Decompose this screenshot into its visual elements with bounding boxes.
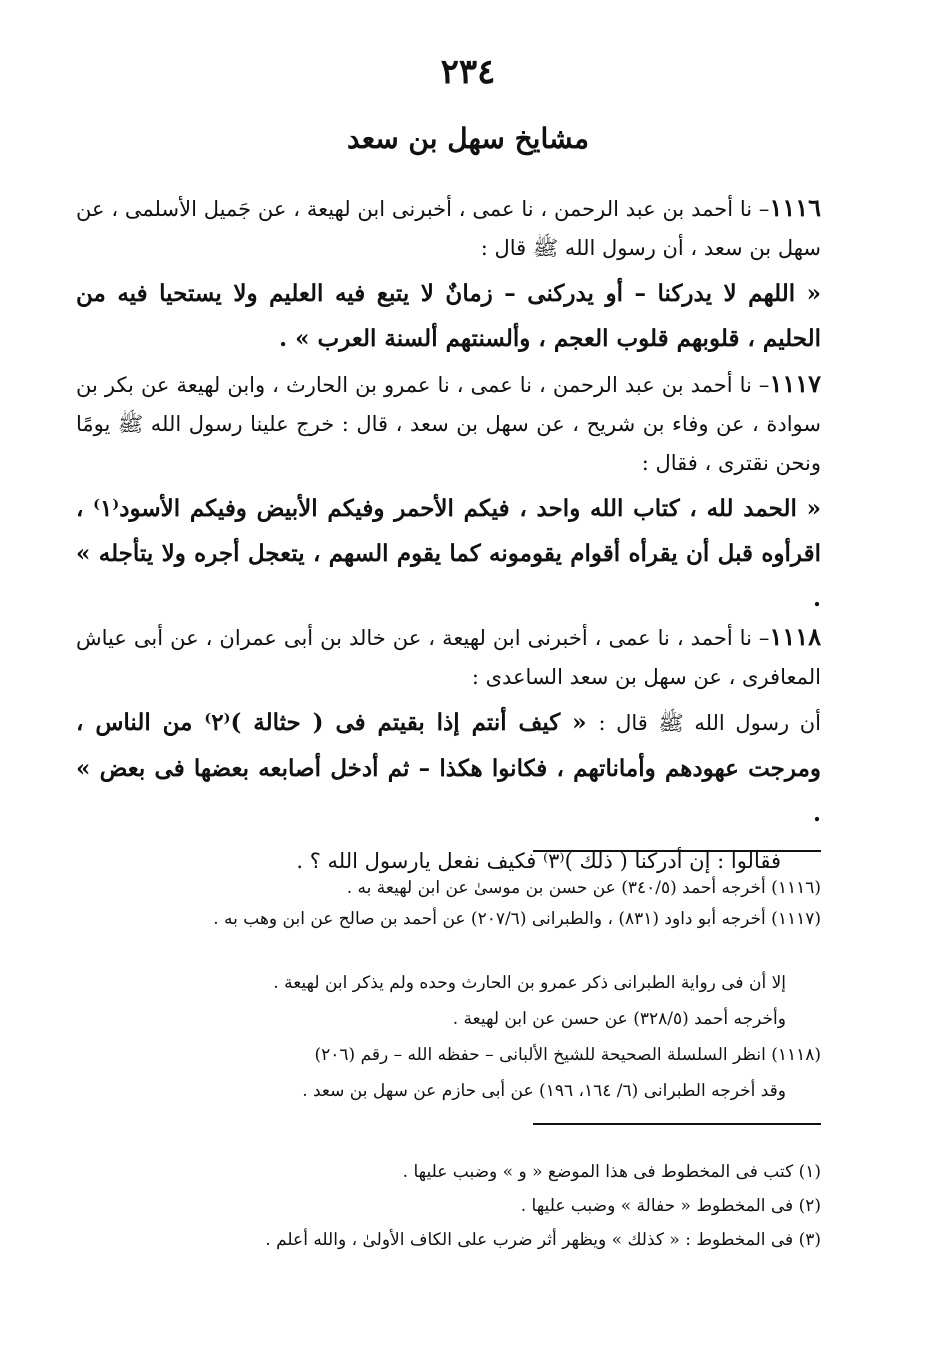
hadith-1116 bbox=[76, 188, 821, 361]
page-title: مشايخ سهل بن سعد bbox=[347, 122, 589, 155]
hadith-matn: « اللهم لا يدركنا – أو يدركنى – زمانٌ لا يتبع فيه العليم ولا يستحيا فيه من الحليم ، قلوبهم قلوب العجم ، وألسنتهم ألسنة العرب » . bbox=[76, 280, 821, 352]
takhrij-line: إلا أن فى رواية الطبرانى ذكر عمرو بن الحارث وحده ولم يذكر ابن لهيعة . bbox=[273, 973, 786, 993]
page-number: ٢٣٤ bbox=[440, 52, 496, 92]
hadith-matn: « الحمد لله ، كتاب الله واحد ، فيكم الأحمر وفيكم الأبيض وفيكم الأسود⁽١⁾ ، اقرأوه قبل أن يقرأه أقوام يقومونه كما يقوم السهم ، يتعجل أجره ولا يتأجله » . bbox=[76, 495, 821, 612]
matn-lead: أن رسول الله ﷺ قال : bbox=[598, 711, 822, 735]
hadith-number: ١١١٧ bbox=[769, 369, 821, 398]
hadith-isnad: ١١١٧– نا أحمد بن عبد الرحمن ، نا عمى ، نا عمرو بن الحارث ، وابن لهيعة عن بكر بن سوادة ، عن وفاء بن شريح ، عن سهل بن سعد ، قال : خرج علينا رسول الله ﷺ يومًا ونحن نقترى ، فقال : bbox=[76, 369, 821, 475]
hadith-1118 bbox=[76, 617, 821, 881]
hadith-closing: فقالوا : إن أدركنا ( ذلك )⁽٣⁾ فكيف نفعل يارسول الله ؟ . bbox=[296, 849, 781, 873]
takhrij-line: وقد أخرجه الطبرانى (٦/ ١٦٤، ١٩٦) عن أبى حازم عن سهل بن سعد . bbox=[302, 1081, 786, 1101]
note-line: (٣) فى المخطوط : « كذلك » ويظهر أثر ضرب على الكاف الأولىٰ ، والله أعلم . bbox=[265, 1230, 821, 1250]
hadith-isnad: ١١١٨– نا أحمد ، نا عمى ، أخبرنى ابن لهيعة ، عن خالد بن أبى عمران ، عن أبى عياش المعافرى ، عن سهل بن سعد الساعدى : bbox=[76, 622, 821, 689]
hadith-number: ١١١٨ bbox=[769, 622, 821, 651]
notes-divider bbox=[533, 1123, 821, 1125]
hadith-isnad: ١١١٦– نا أحمد بن عبد الرحمن ، نا عمى ، أخبرنى ابن لهيعة ، عن جَميل الأسلمى ، عن سهل بن سعد ، أن رسول الله ﷺ قال : bbox=[76, 193, 821, 260]
takhrij-line: (١١١٦) أخرجه أحمد (٣٤٠/٥) عن حسن بن موسىٰ عن ابن لهيعة به . bbox=[346, 878, 821, 898]
takhrij-line: (١١١٨) انظر السلسلة الصحيحة للشيخ الألبانى – حفظه الله – رقم (٢٠٦) bbox=[314, 1045, 821, 1065]
note-line: (٢) فى المخطوط « حفالة » وضبب عليها . bbox=[520, 1196, 821, 1216]
takhrij-line: (١١١٧) أخرجه أبو داود (٨٣١) ، والطبرانى (٢٠٧/٦) عن أحمد بن صالح عن ابن وهب به . bbox=[213, 909, 821, 929]
takhrij-line: وأخرجه أحمد (٣٢٨/٥) عن حسن عن ابن لهيعة . bbox=[452, 1009, 786, 1029]
hadith-matn: أن رسول الله ﷺ قال : « كيف أنتم إذا بقيتم فى ( حثالة )⁽٢⁾ من الناس ، ومرجت عهودهم وأماناتهم ، فكانوا هكذا – ثم أدخل أصابعه بعضها فى بعض » . bbox=[76, 709, 822, 827]
hadith-number: ١١١٦ bbox=[769, 193, 821, 222]
footnote-divider bbox=[533, 850, 821, 852]
hadith-1117 bbox=[76, 364, 821, 621]
note-line: (١) كتب فى المخطوط فى هذا الموضع « و » وضبب عليها . bbox=[402, 1162, 821, 1182]
